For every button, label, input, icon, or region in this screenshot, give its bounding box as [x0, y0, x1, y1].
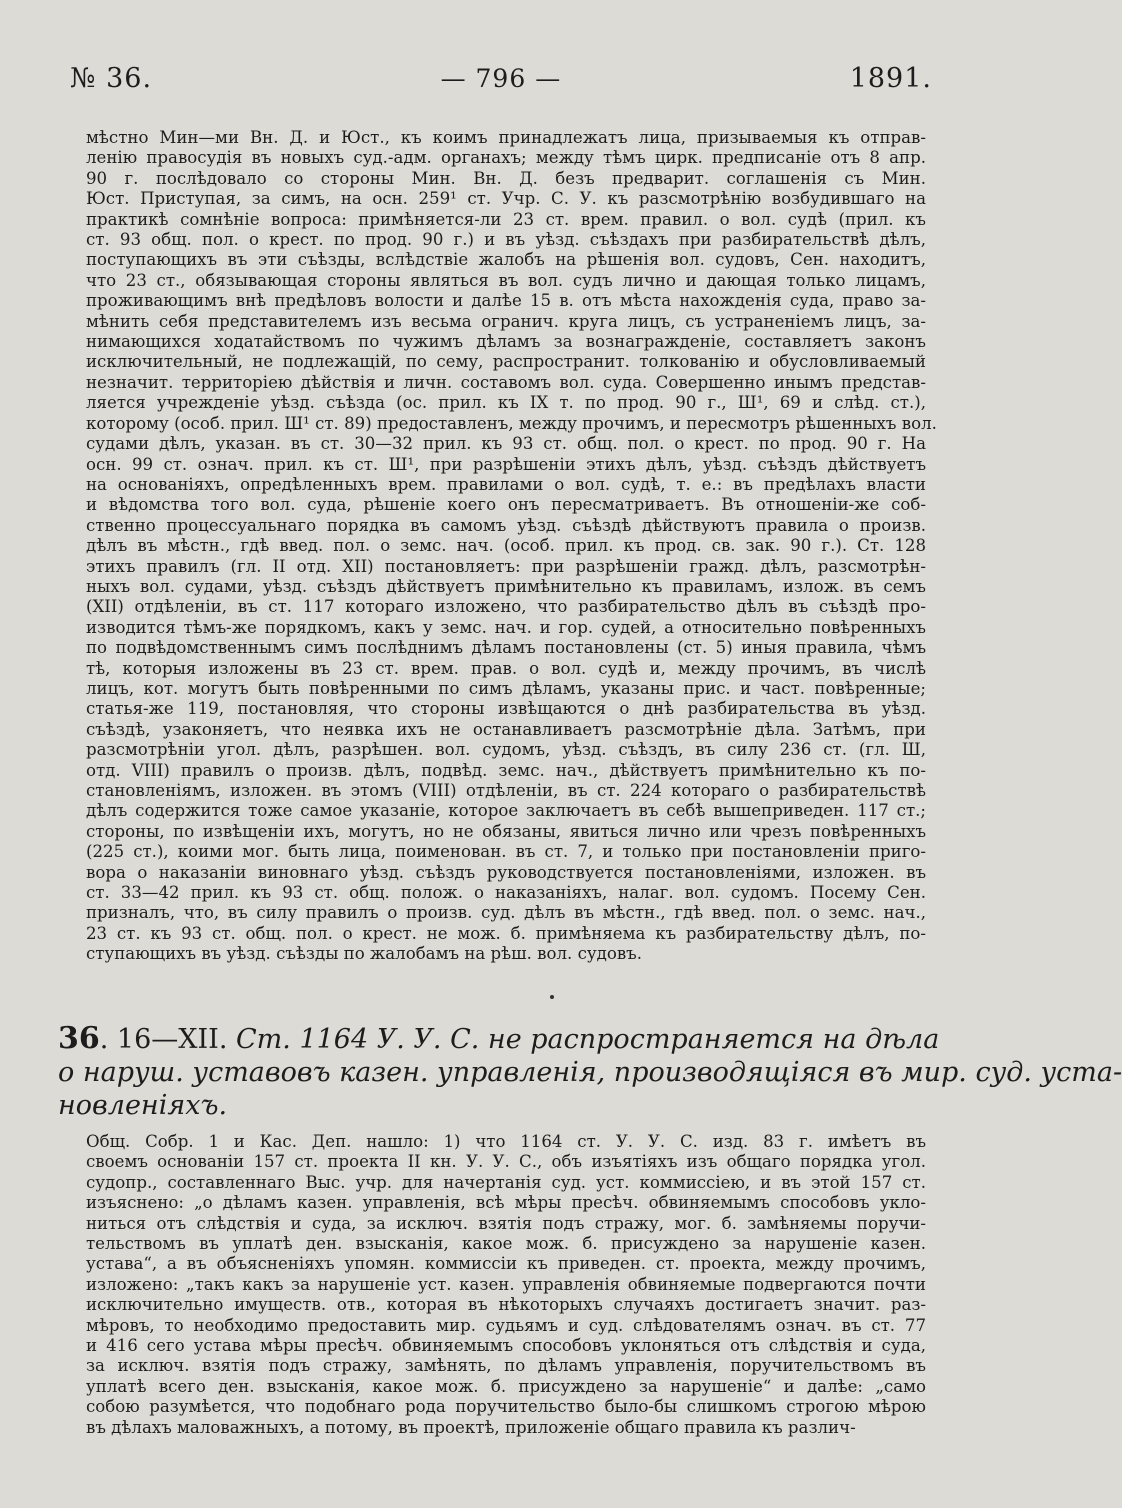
paragraph2-line: Общ. Собр. 1 и Кас. Деп. нашло: 1) что 1164 ст. У. У. С. изд. 83 г. имѣетъ въ [86, 1132, 926, 1151]
case-heading [58, 1021, 1122, 1122]
paragraph2-line: своемъ основаніи 157 ст. проекта II кн. У. У. С., объ изъятіяхъ изъ общаго порядка угол. [86, 1152, 926, 1172]
paragraph2-line: мѣровъ, то необходимо предоставить мир. судьямъ и суд. слѣдователямъ означ. въ ст. 77 [86, 1315, 926, 1335]
case-date: . 16—XII. [99, 1024, 228, 1055]
paragraph1-line: по подвѣдомственнымъ симъ послѣднимъ дѣламъ постановлены (ст. 5) иныя правила, чѣмъ [86, 638, 926, 658]
issue-number: № 36. [70, 62, 153, 94]
paragraph2-line: изложено: „такъ какъ за нарушеніе уст. казен. управленія обвиняемые подвергаются почти [86, 1274, 926, 1294]
paragraph1-line: тѣ, которыя изложены въ 23 ст. врем. прав. о вол. судѣ и, между прочимъ, въ числѣ [86, 658, 926, 678]
paragraph1-line: поступающихъ въ эти съѣзды, вслѣдствіе жалобъ на рѣшенія вол. судовъ, Сен. находитъ, [86, 250, 926, 270]
paragraph2-line: устава“, а въ объясненіяхъ упомян. коммиссіи къ приведен. ст. проекта, между прочимъ, [86, 1254, 926, 1274]
paragraph1-line: ственно процессуальнаго порядка въ самомъ уѣзд. съѣздѣ дѣйствуютъ правила о произв. [86, 515, 926, 535]
paragraph1-line: судами дѣлъ, указан. въ ст. 30—32 прил. къ 93 ст. общ. пол. о крест. по прод. 90 г. На [86, 434, 926, 454]
paragraph1-line: которому (особ. прил. Ш¹ ст. 89) предоставленъ, между прочимъ, и пересмотръ рѣшенныхъ вол. [86, 413, 937, 433]
paragraph1-line: мѣнить себя представителемъ изъ весьма огранич. круга лицъ, съ устраненіемъ лицъ, за- [86, 311, 926, 331]
paragraph2-line: тельствомъ въ уплатѣ ден. взысканія, какое мож. б. присуждено за нарушеніе казен. [86, 1234, 926, 1254]
paragraph1-line: ныхъ вол. судами, уѣзд. съѣздъ дѣйствуетъ примѣнительно къ правиламъ, излож. въ семъ [86, 576, 926, 596]
paragraph1-line: разсмотрѣніи угол. дѣлъ, разрѣшен. вол. судомъ, уѣзд. съѣздъ, въ силу 236 ст. (гл. Ш, [86, 740, 926, 760]
paragraph1-line: дѣлъ въ мѣстн., гдѣ введ. пол. о земс. нач. (особ. прил. къ прод. св. зак. 90 г.). Ст. 128 [86, 536, 926, 556]
paragraph2-line: изъяснено: „о дѣламъ казен. управленія, всѣ мѣры пресѣч. обвиняемымъ способовъ укло- [86, 1193, 926, 1213]
paragraph1-line: на основаніяхъ, опредѣленныхъ врем. правилами о вол. судѣ, т. е.: въ предѣлахъ власти [86, 474, 926, 494]
paragraph2-line: за исключ. взятія подъ стражу, замѣнять, по дѣламъ управленія, поручительствомъ въ [86, 1356, 926, 1376]
paragraph1-line: исключительный, не подлежащій, по сему, распространит. толкованію и обусловливаемый [86, 352, 926, 372]
paragraph1-line: мѣстно Мин—ми Вн. Д. и Юст., къ коимъ принадлежатъ лица, призываемыя къ отправ- [86, 128, 926, 147]
case-number: 36 [58, 1021, 100, 1056]
paragraph2-line: ниться отъ слѣдствія и суда, за исключ. взятія подъ стражу, мог. б. замѣняемы поручи- [86, 1213, 926, 1233]
case-title-line-3: новленіяхъ. [58, 1090, 228, 1121]
running-head [70, 58, 932, 98]
paragraph1-line: статья-же 119, постановляя, что стороны извѣщаются о днѣ разбирательства въ уѣзд. [86, 699, 926, 719]
year: 1891. [849, 62, 932, 94]
paragraph1-line: и вѣдомства того вол. суда, рѣшеніе коего онъ пересматриваетъ. Въ отношеніи-же соб- [86, 495, 926, 515]
case-title-line-1: Ст. 1164 У. У. С. не распространяется на дѣла [236, 1024, 940, 1055]
paragraph1-line: осн. 99 ст. означ. прил. къ ст. Ш¹, при разрѣшеніи этихъ дѣлъ, уѣзд. съѣздъ дѣйствуетъ [86, 454, 926, 474]
paragraph1-line: что 23 ст., обязывающая стороны являться въ вол. судъ лично и дающая только лицамъ, [86, 270, 926, 290]
case-title-line-2: о наруш. уставовъ казен. управленія, производящіяся въ мир. суд. уста- [58, 1057, 1122, 1088]
paragraph1-line: незначит. территоріею дѣйствія и личн. составомъ вол. суда. Совершенно инымъ представ- [86, 372, 926, 392]
paragraph2-line: въ дѣлахъ маловажныхъ, а потому, въ проектѣ, приложеніе общаго правила къ различ- [86, 1417, 856, 1437]
paragraph1-line: лицъ, кот. могутъ быть повѣренными по симъ дѣламъ, указаны прис. и част. повѣренные; [86, 678, 926, 698]
paragraph1-line: призналъ, что, въ силу правилъ о произв. суд. дѣлъ въ мѣстн., гдѣ введ. пол. о земс. нач., [86, 903, 926, 923]
paragraph2-line: и 416 сего устава мѣры пресѣч. обвиняемымъ способовъ уклоняться отъ слѣдствія и суда, [86, 1336, 926, 1356]
paragraph1-line: практикѣ сомнѣніе вопроса: примѣняется-ли 23 ст. врем. правил. о вол. судѣ (прил. къ [86, 209, 926, 229]
paragraph1-line: дѣлъ содержится тоже самое указаніе, которое заключаетъ въ себѣ вышеприведен. 117 ст.; [86, 801, 926, 821]
page-number: — 796 — [440, 63, 562, 93]
paragraph1-line: (225 ст.), коими мог. быть лица, поименован. въ ст. 7, и только при постановленіи приго- [86, 842, 926, 862]
paragraph1-line: вора о наказаніи виновнаго уѣзд. съѣздъ руководствуется постановленіями, изложен. въ [86, 862, 926, 882]
paragraph1-line: (XII) отдѣленіи, въ ст. 117 котораго изложено, что разбирательство дѣлъ въ съѣздѣ про- [86, 597, 926, 617]
paragraph1-line: ступающихъ въ уѣзд. съѣзды по жалобамъ на рѣш. вол. судовъ. [86, 944, 643, 964]
paragraph1-line: стороны, по извѣщеніи ихъ, могутъ, но не обязаны, явиться лично или чрезъ повѣренныхъ [86, 821, 926, 841]
paragraph1-line: этихъ правилъ (гл. II отд. XII) постановляетъ: при разрѣшеніи гражд. дѣлъ, разсмотрѣн- [86, 556, 926, 576]
paragraph1-line: становленіямъ, изложен. въ этомъ (VIII) отдѣленіи, въ ст. 224 котораго о разбирательствѣ [86, 781, 926, 800]
paragraph1-line: ленію правосудія въ новыхъ суд.-адм. органахъ; между тѣмъ цирк. предписаніе отъ 8 апр. [86, 148, 926, 168]
paragraph1-line: 90 г. послѣдовало со стороны Мин. Вн. Д. безъ предварит. соглашенія съ Мин. [86, 168, 926, 188]
paragraph1-line: изводится тѣмъ-же порядкомъ, какъ у земс. нач. и гор. судей, а относительно повѣренныхъ [86, 617, 926, 637]
paragraph1-line: проживающимъ внѣ предѣловъ волости и далѣе 15 в. отъ мѣста нахожденія суда, право за- [86, 291, 926, 311]
paragraph1-line: 23 ст. къ 93 ст. общ. пол. о крест. не мож. б. примѣняема къ разбирательству дѣлъ, по- [86, 923, 926, 943]
paragraph-senate-ruling [86, 128, 937, 965]
print-dot [550, 995, 554, 999]
paragraph-general-assembly [86, 1132, 926, 1438]
paragraph2-line: уплатѣ всего ден. взысканія, какое мож. б. присуждено за нарушеніе“ и далѣе: „само [86, 1376, 926, 1396]
paragraph2-line: собою разумѣется, что подобнаго рода поручительство было-бы слишкомъ строгою мѣрою [86, 1397, 926, 1417]
paragraph1-line: отд. VIII) правилъ о произв. дѣлъ, подвѣд. земс. нач., дѣйствуетъ примѣнительно къ по- [86, 760, 926, 780]
paragraph2-line: судопр., составленнаго Выс. учр. для начертанія суд. уст. коммиссіею, и въ этой 157 ст. [86, 1172, 926, 1192]
paragraph1-line: ляется учрежденіе уѣзд. съѣзда (ос. прил. къ IX т. по прод. 90 г., Ш¹, 69 и слѣд. ст.), [86, 393, 926, 413]
paragraph1-line: нимающихся ходатайствомъ по чужимъ дѣламъ за вознагражденіе, составляетъ законъ [86, 332, 926, 352]
paragraph1-line: ст. 93 общ. пол. о крест. по прод. 90 г.) и въ уѣзд. съѣздахъ при разбирательствѣ дѣлъ, [86, 230, 926, 250]
paragraph2-line: исключительно имуществ. отв., которая въ нѣкоторыхъ случаяхъ достигаетъ значит. раз- [86, 1295, 926, 1315]
paragraph1-line: ст. 33—42 прил. къ 93 ст. общ. полож. о наказаніяхъ, налаг. вол. судомъ. Посему Сен. [86, 883, 926, 903]
paragraph1-line: съѣздѣ, узаконяетъ, что неявка ихъ не останавливаетъ разсмотрѣніе дѣла. Затѣмъ, при [86, 719, 926, 739]
paragraph1-line: Юст. Приступая, за симъ, на осн. 259¹ ст. Учр. С. У. къ разсмотрѣнію возбудившаго на [86, 189, 926, 209]
